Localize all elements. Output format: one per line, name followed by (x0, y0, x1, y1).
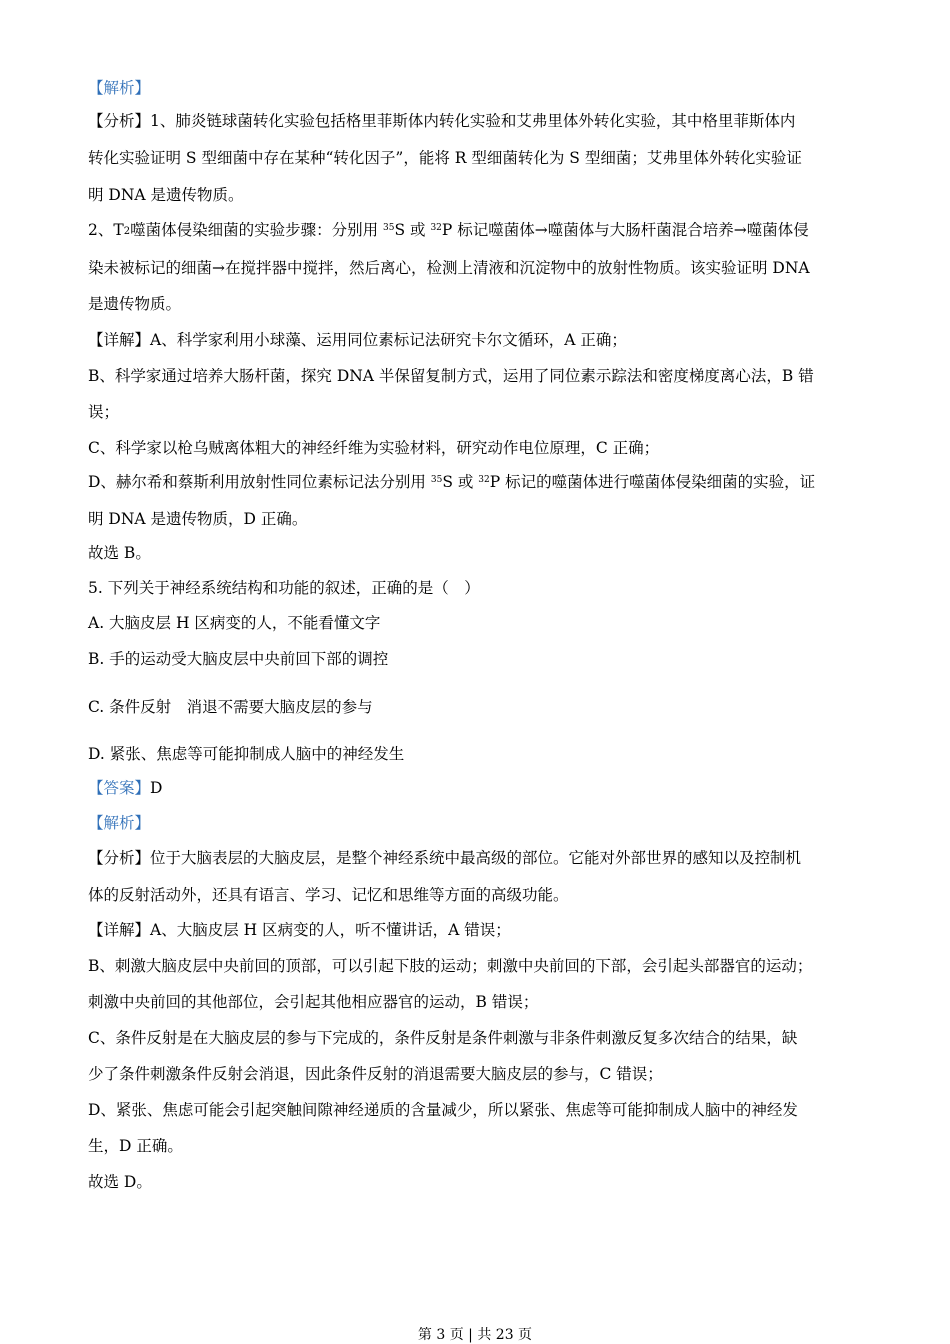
question-5: 5. 下列关于神经系统结构和功能的叙述，正确的是（ ） (88, 579, 480, 597)
answer-tag: 【答案】 (88, 779, 151, 797)
answer-line (88, 778, 162, 798)
option-c: C. 条件反射 消退不需要大脑皮层的参与 (88, 698, 373, 716)
analysis-tag: 【解析】 (88, 814, 151, 832)
text-line: 染未被标记的细菌→在搅拌器中搅拌，然后离心，检测上清液和沉淀物中的放射性物质。该实验证明 DNA (88, 259, 810, 277)
analysis-tag: 【解析】 (88, 79, 151, 97)
text-line: 明 DNA 是遗传物质，D 正确。 (88, 510, 308, 528)
selection-line: 故选 D。 (88, 1173, 152, 1191)
detail-paragraph: 【详解】A、科学家利用小球藻、运用同位素标记法研究卡尔文循环，A 正确； (88, 331, 627, 349)
t2-step-line: 2、$T_2$噬菌体侵染细菌的实验步骤：分别用 $^{35}$S 或 $^{32}$P 标记噬菌体→噬菌体与大肠杆菌混合培养→噬菌体侵 (88, 221, 809, 239)
fenxi-tag: 【分析】 (88, 112, 151, 130)
analysis-paragraph: 【分析】位于大脑表层的大脑皮层，是整个神经系统中最高级的部位。它能对外部世界的感知以及控制机 (88, 849, 802, 867)
xiangjie-tag: 【详解】 (88, 921, 151, 939)
option-b: B. 手的运动受大脑皮层中央前回下部的调控 (88, 650, 389, 668)
detail-d-line: D、赫尔希和蔡斯利用放射性同位素标记法分别用 $^{35}$S 或 $^{32}$P 标记的噬菌体进行噬菌体侵染细菌的实验，证 (88, 473, 816, 491)
text-line: C、条件反射是在大脑皮层的参与下完成的，条件反射是条件刺激与非条件刺激反复多次结合的结果，缺 (88, 1029, 798, 1047)
xiangjie-tag: 【详解】 (88, 331, 151, 349)
text-line: 生，D 正确。 (88, 1137, 183, 1155)
text-line: B、科学家通过培养大肠杆菌，探究 DNA 半保留复制方式，运用了同位素示踪法和密度梯度离心法，B 错 (88, 367, 814, 385)
text-line: 明 DNA 是遗传物质。 (88, 186, 244, 204)
text-line: 误； (88, 403, 120, 421)
option-d: D. 紧张、焦虑等可能抑制成人脑中的神经发生 (88, 745, 405, 763)
selection-line: 故选 B。 (88, 544, 151, 562)
text-line: B、刺激大脑皮层中央前回的顶部，可以引起下肢的运动；刺激中央前回的下部，会引起头部器官的运动； (88, 957, 813, 975)
text-line: C、科学家以枪乌贼离体粗大的神经纤维为实验材料，研究动作电位原理，C 正确； (88, 439, 660, 457)
text-line: 体的反射活动外，还具有语言、学习、记忆和思维等方面的高级功能。 (88, 886, 569, 904)
text-line: 刺激中央前回的其他部位，会引起其他相应器官的运动，B 错误； (88, 993, 539, 1011)
text-line: 少了条件刺激条件反射会消退，因此条件反射的消退需要大脑皮层的参与，C 错误； (88, 1065, 663, 1083)
text-line: D、紧张、焦虑可能会引起突触间隙神经递质的含量减少，所以紧张、焦虑等可能抑制成人脑中的神经发 (88, 1101, 798, 1119)
analysis-paragraph: 【分析】1、肺炎链球菌转化实验包括格里菲斯体内转化实验和艾弗里体外转化实验，其中格里菲斯体内 (88, 112, 796, 130)
text-line: 是遗传物质。 (88, 295, 182, 313)
detail-paragraph: 【详解】A、大脑皮层 H 区病变的人，听不懂讲话，A 错误； (88, 921, 511, 939)
text-line: 转化实验证明 S 型细菌中存在某种“转化因子”，能将 R 型细菌转化为 S 型细菌；艾弗里体外转化实验证 (88, 149, 802, 167)
fenxi-tag: 【分析】 (88, 849, 151, 867)
option-a: A. 大脑皮层 H 区病变的人，不能看懂文字 (88, 614, 381, 632)
page-footer: 第 3 页 | 共 23 页 (417, 1327, 533, 1343)
answer-value: D (150, 779, 163, 797)
